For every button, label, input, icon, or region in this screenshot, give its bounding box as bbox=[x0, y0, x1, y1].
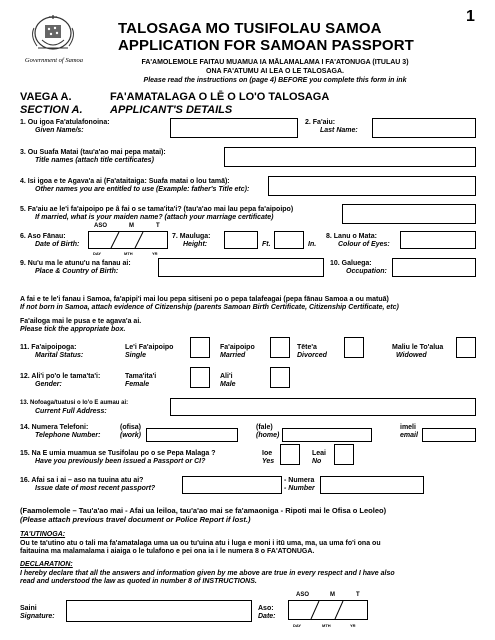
signature-date-field[interactable] bbox=[288, 600, 368, 620]
declaration-heading: DECLARATION: bbox=[20, 561, 73, 568]
q12-label: 12. Ali'i po'o le tama'ta'i: bbox=[20, 373, 101, 380]
section-title-samoan: FA'AMATALAGA O LĒ O LO'O TALOSAGA bbox=[110, 91, 330, 103]
widowed-checkbox[interactable] bbox=[456, 337, 476, 358]
height-feet-field[interactable] bbox=[224, 231, 258, 249]
passport-number-field[interactable] bbox=[320, 476, 424, 494]
instruction-note-2: ONA FA'ATUMU AI LEA O LE TALOSAGA. bbox=[206, 68, 344, 75]
dob-day-sub: DAY bbox=[93, 251, 102, 256]
q6-label: 6. Aso Fānau: bbox=[20, 233, 66, 240]
q5-label: 5. Fa'aiu ae le'i fa'aipoipo pe â fai o se tama'ita'i? (tau'a'ao mai lau pepa fa'aipoipo) bbox=[20, 206, 294, 213]
q9-label-en: Place & Country of Birth: bbox=[35, 268, 119, 275]
maiden-name-field[interactable] bbox=[342, 204, 476, 224]
sign-year-sub: YR bbox=[350, 623, 356, 628]
q10-label: 10. Galuega: bbox=[330, 260, 372, 267]
email-label-en: email bbox=[400, 432, 418, 439]
samoa-coat-of-arms-icon bbox=[28, 10, 78, 56]
last-name-field[interactable] bbox=[372, 118, 476, 138]
marital-option-married: Fa'aipoipo bbox=[220, 344, 255, 351]
sign-day-header: ASO bbox=[296, 592, 310, 598]
occupation-field[interactable] bbox=[392, 258, 476, 277]
q1-label: 1. Ou igoa Fa'atulafonoina: bbox=[20, 119, 110, 126]
passport-number-label-en: - Number bbox=[284, 485, 315, 492]
date-separators-icon bbox=[89, 232, 167, 248]
other-names-field[interactable] bbox=[268, 176, 476, 196]
gender-option-male: Ali'i bbox=[220, 373, 233, 380]
yes-option-label: Ioe bbox=[262, 450, 273, 457]
dob-month-header: M bbox=[129, 223, 134, 229]
q2-label: 2. Fa'aiu: bbox=[305, 119, 336, 126]
marital-option-divorced-en: Divorced bbox=[297, 352, 327, 359]
male-checkbox[interactable] bbox=[270, 367, 290, 388]
q3-label: 3. Ou Suafa Matai (tau'a'ao mai pepa matai): bbox=[20, 149, 166, 156]
section-title-english: APPLICANT'S DETAILS bbox=[110, 104, 233, 116]
single-checkbox[interactable] bbox=[190, 337, 210, 358]
q15-label-en: Have you previously been issued a Passport or CI? bbox=[35, 458, 206, 465]
q2-label-en: Last Name: bbox=[320, 127, 358, 134]
police-report-note-english: (Please attach previous travel document or Police Report if lost.) bbox=[20, 515, 251, 524]
dob-day-header: ASO bbox=[94, 223, 108, 229]
inches-unit: In. bbox=[308, 241, 317, 248]
yes-option-label-en: Yes bbox=[262, 458, 275, 465]
married-checkbox[interactable] bbox=[270, 337, 290, 358]
form-title-samoan: TALOSAGA MO TUSIFOLAU SAMOA bbox=[118, 20, 382, 37]
q14-label-en: Telephone Number: bbox=[35, 432, 101, 439]
q11-label-en: Marital Status: bbox=[35, 352, 84, 359]
given-names-field[interactable] bbox=[170, 118, 298, 138]
police-report-note-samoan: (Faamolemole – Tau'a'ao mai - Afai ua leiloa, tau'a'ao mai se fa'amaoniga - Ripoti mai le Ofisa o Leoleo) bbox=[20, 506, 387, 515]
tautinoga-line-1: Ou te ta'utino atu o tali ma fa'amatalaga uma ua ou tu'uina atu i luga e moni i itū uma, ma, ua uma fo'i ona ou bbox=[20, 540, 381, 547]
tautinoga-line-2: faitauina ma malamalama i aiaiga o le tulafono e pei ona ia i le numera 8 o FA'ATONUGA. bbox=[20, 548, 315, 555]
citizenship-note-english: If not born in Samoa, attach evidence of Citizenship (parents Samoan Birth Certificate, Citizenship Certificate, etc) bbox=[20, 304, 399, 311]
height-inches-field[interactable] bbox=[274, 231, 304, 249]
q14-label: 14. Numera Telefoni: bbox=[20, 424, 89, 431]
section-label-samoan: VAEGA A. bbox=[20, 91, 72, 103]
declaration-line-2: read and understood the law as quoted in number 8 of INSTRUCTIONS. bbox=[20, 578, 257, 585]
marital-option-widowed-en: Widowed bbox=[396, 352, 427, 359]
marital-option-single: Le'i Fa'aipoipo bbox=[125, 344, 174, 351]
sign-date-label-en: Date: bbox=[258, 613, 276, 620]
marital-option-married-en: Married bbox=[220, 352, 246, 359]
passport-number-label: - Numera bbox=[284, 477, 315, 484]
q10-label-en: Occupation: bbox=[346, 268, 387, 275]
no-option-label: Leai bbox=[312, 450, 327, 457]
marital-option-single-en: Single bbox=[125, 352, 147, 359]
title-names-field[interactable] bbox=[224, 147, 476, 167]
q6-label-en: Date of Birth: bbox=[35, 241, 80, 248]
dob-year-header: T bbox=[156, 223, 160, 229]
work-phone-field[interactable] bbox=[146, 428, 238, 442]
email-field[interactable] bbox=[422, 428, 476, 442]
phone-home-label: (fale) bbox=[256, 424, 273, 431]
phone-home-label-en: (home) bbox=[256, 432, 280, 439]
q7-label: 7. Mauluga: bbox=[172, 233, 211, 240]
tick-note-english: Please tick the appropriate box. bbox=[20, 326, 126, 333]
no-checkbox[interactable] bbox=[334, 444, 354, 465]
tick-note-samoan: Fa'ailoga mai le pusa e te agava'a ai. bbox=[20, 318, 142, 325]
citizenship-note-samoan: A fai e te le'i fanau i Samoa, fa'apipi'i mai lou pepa sitiseni po o pepa talafeagai (pepa fānau Samoa a ou matuā) bbox=[20, 296, 389, 303]
sign-month-header: M bbox=[330, 592, 335, 598]
issue-date-field[interactable] bbox=[182, 476, 282, 494]
signature-field[interactable] bbox=[66, 600, 252, 622]
sign-year-header: T bbox=[356, 592, 360, 598]
home-phone-field[interactable] bbox=[282, 428, 372, 442]
instruction-note-1: FA'AMOLEMOLE FAITAU MUAMUA IA MĀLAMALAMA I FA'ATONUGA (ITULAU 3) bbox=[141, 59, 409, 66]
page-number: 1 bbox=[466, 8, 475, 25]
sign-date-separators-icon bbox=[289, 601, 367, 619]
dob-month-sub: MTH bbox=[124, 251, 133, 256]
marital-option-widowed: Maliu le To'alua bbox=[392, 344, 444, 351]
email-label: imeli bbox=[400, 424, 416, 431]
phone-work-label: (ofisa) bbox=[120, 424, 141, 431]
tautinoga-heading: TA'UTINOGA: bbox=[20, 531, 66, 538]
form-title-english: APPLICATION FOR SAMOAN PASSPORT bbox=[118, 37, 414, 54]
q12-label-en: Gender: bbox=[35, 381, 62, 388]
q4-label-en: Other names you are entitled to use (Example: father's Title etc): bbox=[35, 186, 250, 193]
signature-label-en: Signature: bbox=[20, 613, 55, 620]
section-label-english: SECTION A. bbox=[20, 104, 83, 116]
marital-option-divorced: Tēte'a bbox=[297, 344, 317, 351]
gender-option-male-en: Male bbox=[220, 381, 236, 388]
sign-month-sub: MTH bbox=[322, 623, 331, 628]
address-field[interactable] bbox=[170, 398, 476, 416]
q16-label: 16. Afai sa i ai – aso na tuuina atu ai? bbox=[20, 477, 144, 484]
female-checkbox[interactable] bbox=[190, 367, 210, 388]
place-of-birth-field[interactable] bbox=[158, 258, 324, 277]
q5-label-en: If married, what is your maiden name? (attach your marriage certificate) bbox=[35, 214, 274, 221]
q8-label-en: Colour of Eyes: bbox=[338, 241, 390, 248]
q15-label: 15. Na E umia muamua se Tusifolau po o se Pepa Malaga ? bbox=[20, 450, 216, 457]
feet-unit: Ft. bbox=[262, 241, 271, 248]
q16-label-en: Issue date of most recent passport? bbox=[35, 485, 156, 492]
yes-checkbox[interactable] bbox=[280, 444, 300, 465]
gender-option-female: Tama'ita'i bbox=[125, 373, 157, 380]
eye-colour-field[interactable] bbox=[400, 231, 476, 249]
q13-label-en: Current Full Address: bbox=[35, 408, 107, 415]
sign-date-label: Aso: bbox=[258, 605, 274, 612]
gender-option-female-en: Female bbox=[125, 381, 150, 388]
dob-year-sub: YR bbox=[152, 251, 158, 256]
q4-label: 4. Isi igoa e te Agava'a ai (Fa'ataitaiga: Suafa matai o lou tamā): bbox=[20, 178, 230, 185]
signature-label: Saini bbox=[20, 605, 37, 612]
q11-label: 11. Fa'aipoipoga: bbox=[20, 344, 77, 351]
declaration-line-1: I hereby declare that all the answers and information given by me above are true in every respect and I have also bbox=[20, 570, 395, 577]
q3-label-en: Title names (attach title certificates) bbox=[35, 157, 154, 164]
instruction-note-3: Please read the instructions on (page 4) BEFORE you complete this form in ink bbox=[143, 77, 407, 84]
q1-label-en: Given Name/s: bbox=[35, 127, 84, 134]
q13-label: 13. Nofoaga/tuatusi o lo'o E aumau ai: bbox=[20, 400, 129, 406]
date-of-birth-field[interactable] bbox=[88, 231, 168, 249]
sign-day-sub: DAY bbox=[293, 623, 302, 628]
no-option-label-en: No bbox=[312, 458, 322, 465]
q9-label: 9. Nu'u ma le atunu'u na fanau ai: bbox=[20, 260, 131, 267]
org-name: Government of Samoa bbox=[24, 57, 84, 64]
q8-label: 8. Lanu o Mata: bbox=[326, 233, 377, 240]
divorced-checkbox[interactable] bbox=[344, 337, 364, 358]
q7-label-en: Height: bbox=[183, 241, 208, 248]
phone-work-label-en: (work) bbox=[120, 432, 141, 439]
